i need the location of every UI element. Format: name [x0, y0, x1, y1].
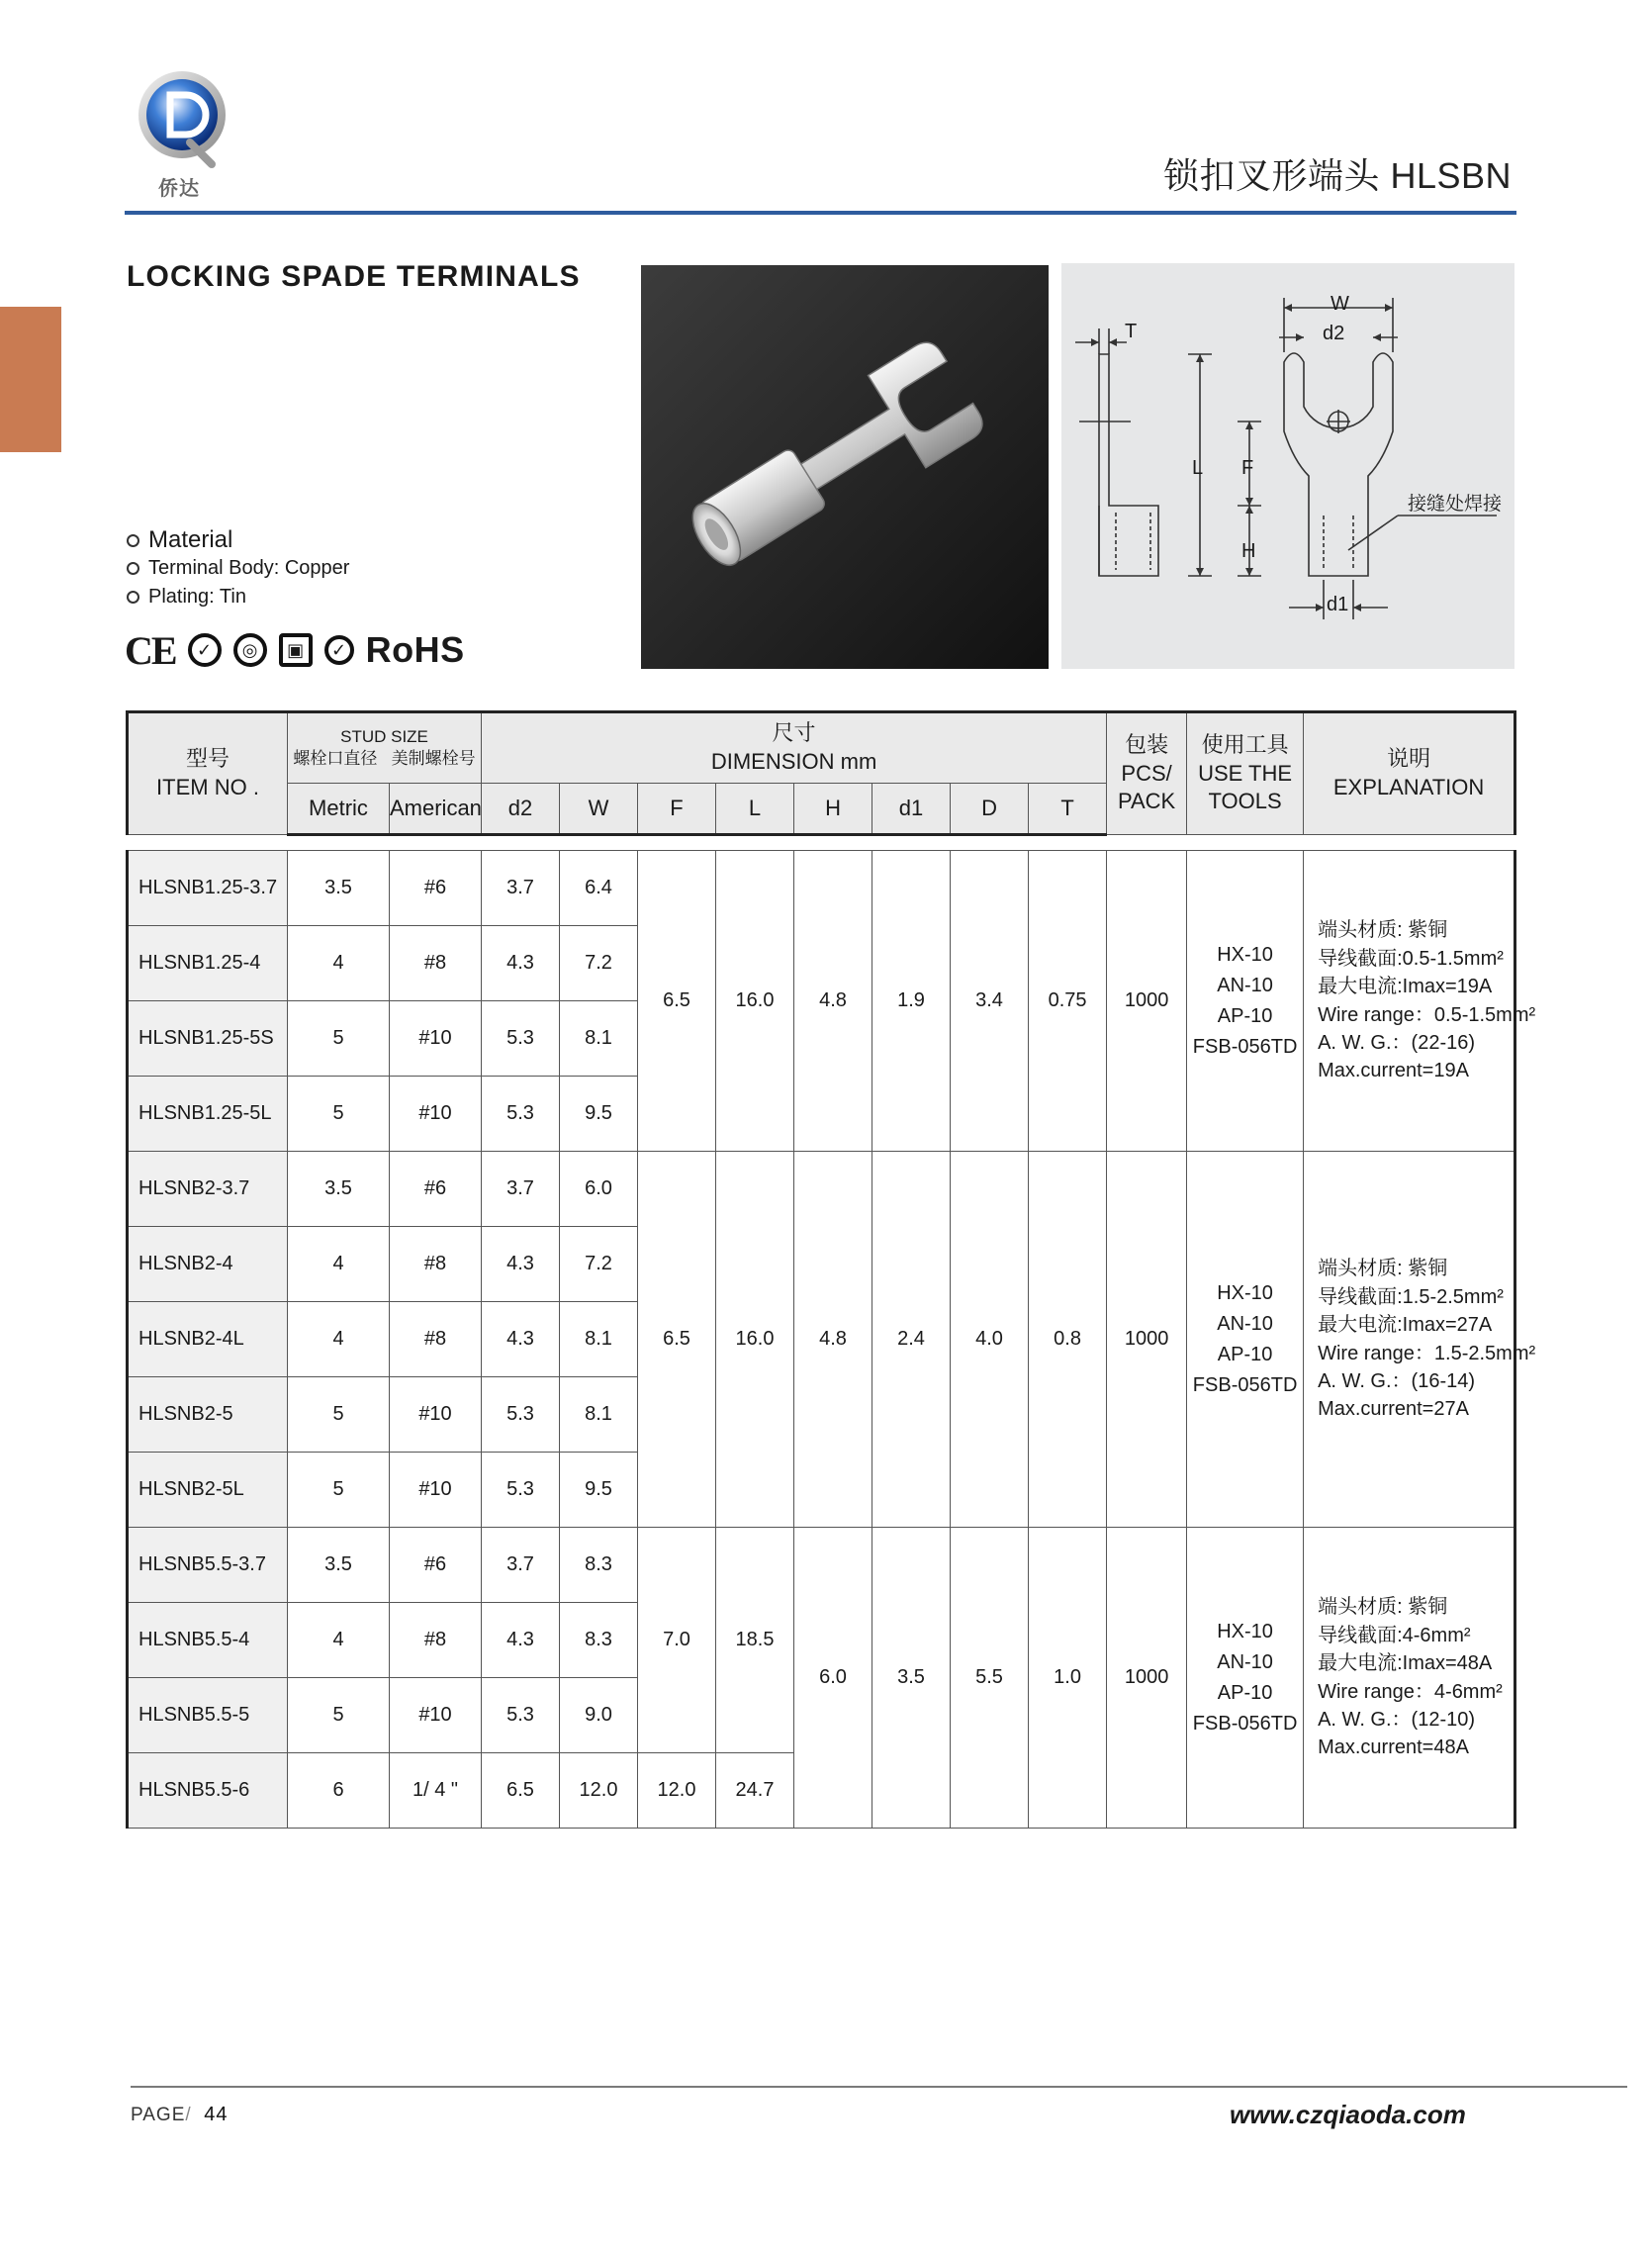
ccc-certification-icon: ✓ — [188, 633, 222, 667]
table-row: HLSNB1.25-5S 5 #10 5.3 8.1 — [128, 1001, 1515, 1077]
explanation-cell: 端头材质: 紫铜 导线截面:0.5-1.5mm² 最大电流:Imax=19A Wire range：0.5-1.5mm² A. W. G.：(22-16) Max.current=19A — [1304, 851, 1515, 1152]
material-heading: Material — [127, 526, 232, 554]
header-T: T — [1029, 784, 1107, 835]
website-url: www.czqiaoda.com — [1230, 2100, 1466, 2129]
certification-badges — [125, 626, 465, 674]
company-logo — [133, 65, 231, 204]
material-terminal-body: Terminal Body: Copper — [127, 557, 349, 580]
label-T: T — [1125, 321, 1138, 342]
rohs-mark: RoHS — [365, 629, 465, 670]
ce-mark: CE — [125, 627, 176, 673]
header-D: D — [951, 784, 1029, 835]
header-H: H — [794, 784, 872, 835]
header-explanation: 说明 EXPLANATION — [1304, 712, 1515, 835]
header-L: L — [716, 784, 794, 835]
label-d1: d1 — [1327, 594, 1349, 615]
dimension-drawing — [1061, 263, 1514, 669]
header-item-no: 型号 ITEM NO . — [128, 712, 288, 835]
header-metric: Metric — [288, 784, 390, 835]
header-pack: 包装 PCS/ PACK — [1107, 712, 1187, 835]
header-d1: d1 — [872, 784, 951, 835]
product-photo — [641, 265, 1049, 669]
table-row: HLSNB1.25-3.7 3.5 #6 3.7 6.4 6.5 16.0 4.8 1.9 3.4 0.75 1000 HX-10 AN-10 AP-10 FSB-056TD 端头材质: 紫铜 导线截面:0.5-1.5mm² 最大电流:Imax=19A Wire range：0.5-1.5mm² A. W. G.：(22-16) Max.current=19A — [128, 851, 1515, 926]
explanation-cell: 端头材质: 紫铜 导线截面:1.5-2.5mm² 最大电流:Imax=27A Wire range：1.5-2.5mm² A. W. G.：(16-14) Max.current=27A — [1304, 1152, 1515, 1528]
bullet-icon — [127, 534, 139, 547]
table-row: HLSNB2-5 5 #10 5.3 8.1 — [128, 1377, 1515, 1453]
label-F: F — [1241, 457, 1254, 479]
material-plating: Plating: Tin — [127, 586, 246, 609]
header-d2: d2 — [482, 784, 560, 835]
product-title: LOCKING SPADE TERMINALS — [127, 260, 581, 293]
logo-caption: 侨达 — [158, 178, 200, 200]
header-tools: 使用工具 USE THE TOOLS — [1187, 712, 1304, 835]
table-row: HLSNB5.5-5 5 #10 5.3 9.0 — [128, 1678, 1515, 1753]
table-row: HLSNB2-5L 5 #10 5.3 9.5 — [128, 1453, 1515, 1528]
header-F: F — [638, 784, 716, 835]
header-dimension: 尺寸 DIMENSION mm — [482, 712, 1107, 784]
quality-seal-icon: ▣ — [279, 633, 313, 667]
header-american: American — [390, 784, 482, 835]
tools-cell: HX-10 AN-10 AP-10 FSB-056TD — [1187, 1528, 1304, 1829]
header-divider — [125, 211, 1516, 215]
label-d2: d2 — [1323, 323, 1345, 344]
tools-cell: HX-10 AN-10 AP-10 FSB-056TD — [1187, 851, 1304, 1152]
table-row: HLSNB2-4 4 #8 4.3 7.2 — [128, 1227, 1515, 1302]
explanation-cell: 端头材质: 紫铜 导线截面:4-6mm² 最大电流:Imax=48A Wire range：4-6mm² A. W. G.：(12-10) Max.current=48A — [1304, 1528, 1515, 1829]
specification-table — [126, 710, 1536, 1829]
label-weld: 接缝处焊接 — [1408, 494, 1503, 515]
bullet-icon — [127, 562, 139, 575]
tools-cell: HX-10 AN-10 AP-10 FSB-056TD — [1187, 1152, 1304, 1528]
header-stud-size: STUD SIZE 螺栓口直径 美制螺栓号 — [288, 712, 482, 784]
table-row: HLSNB1.25-5L 5 #10 5.3 9.5 — [128, 1077, 1515, 1152]
label-L: L — [1192, 457, 1204, 479]
table-row: HLSNB5.5-3.7 3.5 #6 3.7 8.3 7.0 18.5 6.0 3.5 5.5 1.0 1000 HX-10 AN-10 AP-10 FSB-056TD 端头材质: 紫铜 导线截面:4-6mm² 最大电流:Imax=48A Wire range：4-6mm² A. W. G.：(12-10) Max.current=48A — [128, 1528, 1515, 1603]
section-tab-marker — [0, 307, 61, 452]
table-row: HLSNB1.25-4 4 #8 4.3 7.2 — [128, 926, 1515, 1001]
page-title: 锁扣叉形端头 HLSBN — [1162, 155, 1512, 196]
table-row: HLSNB2-4L 4 #8 4.3 8.1 — [128, 1302, 1515, 1377]
ccc-mark-icon: ◎ — [233, 633, 267, 667]
table-row: HLSNB2-3.7 3.5 #6 3.7 6.0 6.5 16.0 4.8 2.4 4.0 0.8 1000 HX-10 AN-10 AP-10 FSB-056TD 端头材质: 紫铜 导线截面:1.5-2.5mm² 最大电流:Imax=27A Wire range：1.5-2.5mm² A. W. G.：(16-14) Max.current=27A — [128, 1152, 1515, 1227]
page-number: PAGE/ 44 — [131, 2104, 229, 2125]
sgs-certification-icon: ✓ — [324, 635, 354, 665]
footer-divider — [131, 2086, 1627, 2088]
table-row: HLSNB5.5-6 6 1/ 4 " 6.5 12.0 12.0 24.7 — [128, 1753, 1515, 1829]
table-row: HLSNB5.5-4 4 #8 4.3 8.3 — [128, 1603, 1515, 1678]
label-W: W — [1331, 293, 1349, 315]
bullet-icon — [127, 591, 139, 604]
header-W: W — [560, 784, 638, 835]
label-H: H — [1241, 540, 1256, 562]
